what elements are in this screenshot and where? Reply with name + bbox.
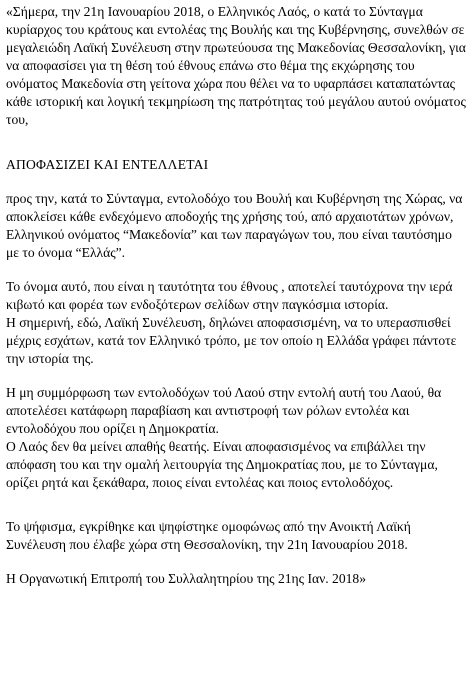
preamble-paragraph: «Σήμερα, την 21η Ιανουαρίου 2018, ο Ελληνικός Λαός, ο κατά το Σύνταγμα κυρίαρχος του κράτους και εντολέας της Βουλής και της Κυβέρνησης, συνελθών σε μεγαλειώδη Λαϊκή Συνέλευση στην πρωτεύουσα της Μακεδονίας Θεσσαλονίκη, για να αποφασίσει για τη θέση τού έθνους επάνω στο θέμα της εκχώρησης του ονόματος Μακεδονία στη γείτονα χώρα που θέλει να το υφαρπάσει καταπατώντας κάθε ιστορική και λογική τεκμηρίωση της πατρότητας τού μεγάλου αυτού ονόματος του, bbox=[6, 4, 466, 127]
name-identity-paragraph: Το όνομα αυτό, που είναι η ταυτότητα του έθνους , αποτελεί ταυτόχρονα την ιερά κιβωτό και φορέα των ενδοξότερων σελίδων στην παγκόσμια ιστορία. bbox=[6, 279, 453, 312]
assembly-declaration-paragraph: Η σημερινή, εδώ, Λαϊκή Συνέλευση, δηλώνει αποφασισμένη, να το υπερασπισθεί μέχρις εσχάτων, κατά τον Ελληνικό τρόπο, με τον οποίο η Ελλάδα γράφει πάντοτε την ιστορία της. bbox=[6, 315, 457, 366]
resolution-heading: ΑΠΟΦΑΣΙΖΕΙ ΚΑΙ ΕΝΤΕΛΛΕΤΑΙ bbox=[6, 157, 209, 172]
signature-line: Η Οργανωτική Επιτροπή του Συλλαλητηρίου της 21ης Ιαν. 2018» bbox=[6, 571, 367, 586]
people-not-spectators-paragraph: Ο Λαός δεν θα μείνει απαθής θεατής. Είναι αποφασισμένος να επιβάλλει την απόφαση του και την ομαλή λειτουργία της Δημοκρατίας που, με το Σύνταγμα, ορίζει ρητά και ξεκάθαρα, ποιος είναι εντολέας και ποιος εντολοδόχος. bbox=[6, 439, 438, 490]
approval-paragraph: Το ψήφισμα, εγκρίθηκε και ψηφίστηκε ομοφώνως από την Ανοικτή Λαϊκή Συνέλευση που έλαβε χώρα στη Θεσσαλονίκη, την 21η Ιανουαρίου 2018. bbox=[6, 519, 411, 552]
non-compliance-paragraph: Η μη συμμόρφωση των εντολοδόχων τού Λαού στην εντολή αυτή του Λαού, θα αποτελέσει κατάφωρη παραβίαση και αντιστροφή των ρόλων εντολέα και εντολοδόχου που ορίζει η Δημοκρατία. bbox=[6, 385, 442, 436]
resolution-document bbox=[6, 3, 468, 588]
mandate-paragraph: προς την, κατά το Σύνταγμα, εντολοδόχο του Βουλή και Κυβέρνηση της Χώρας, να αποκλείσει κάθε ενδεχόμενο αποδοχής της χρήσης τού, από αρχαιοτάτων χρόνων, Ελληνικού ονόματος “Μακεδονία” και των παραγώγων του, που είναι ταυτόσημο με το όνομα “Ελλάς”. bbox=[6, 191, 463, 260]
